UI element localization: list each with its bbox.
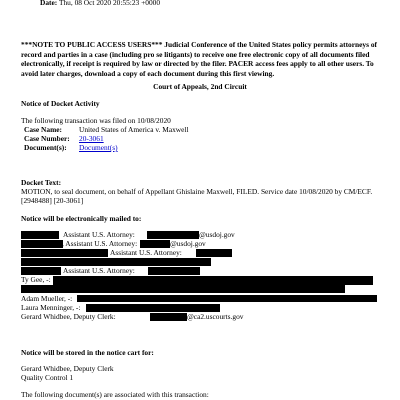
redaction-block bbox=[140, 240, 170, 248]
associated-documents-line: The following document(s) are associated with this transaction: bbox=[21, 390, 209, 399]
date-label: Date: bbox=[40, 0, 58, 7]
case-number-label: Case Number: bbox=[24, 134, 70, 143]
cart-heading: Notice will be stored in the notice cart for: bbox=[21, 348, 154, 357]
transaction-line: The following transaction was filed on 10/08/2020 bbox=[21, 116, 171, 125]
recipient-name: Gerard Whidbee, Deputy Clerk: bbox=[21, 312, 116, 321]
case-name-value: United States of America v. Maxwell bbox=[79, 125, 189, 134]
recipient-name: Laura Menninger, -: bbox=[21, 303, 81, 312]
redaction-block bbox=[53, 276, 373, 285]
documents-label: Document(s): bbox=[24, 143, 67, 152]
recipient-role: Assistant U.S. Attorney: bbox=[63, 230, 135, 239]
docket-text-body: MOTION, to seal document, on behalf of Appellant Ghislaine Maxwell, FILED. Service date 10/08/2020 by CM/ECF. [2948488] [20-3061] bbox=[21, 187, 373, 205]
redaction-block bbox=[196, 249, 232, 257]
case-info-table bbox=[24, 125, 189, 152]
redaction-block bbox=[21, 285, 345, 293]
recipient-email-domain: @usdoj.gov bbox=[170, 239, 206, 248]
case-number-link[interactable]: 20-3061 bbox=[79, 134, 104, 143]
cart-recipient-group: Quality Control 1 bbox=[21, 373, 74, 382]
documents-row bbox=[24, 143, 189, 152]
recipient-name: Ty Gee, -: bbox=[21, 275, 51, 284]
public-access-notice: ***NOTE TO PUBLIC ACCESS USERS*** Judicial Conference of the United States policy permits attorneys of record and parties in a case (including pro se litigants) to receive one free electronic copy of all documents filed electronically, if receipt is required by law or directed by the filer. PACER access fees apply to all other users. To avoid later charges, download a copy of each document during this first viewing. bbox=[21, 40, 377, 78]
redaction-block bbox=[77, 295, 377, 302]
redaction-block bbox=[147, 231, 199, 239]
notice-heading: Notice of Docket Activity bbox=[21, 99, 100, 108]
court-name: Court of Appeals, 2nd Circuit bbox=[153, 82, 247, 91]
redaction-block bbox=[21, 231, 59, 239]
redaction-block bbox=[86, 304, 220, 312]
redaction-block bbox=[21, 258, 211, 266]
date-value: Thu, 08 Oct 2020 20:55:23 +0000 bbox=[58, 0, 161, 7]
case-name-label: Case Name: bbox=[24, 125, 62, 134]
recipient-role: , Assistant U.S. Attorney: bbox=[62, 239, 138, 248]
recipient-email-domain: @ca2.uscourts.gov bbox=[187, 312, 244, 321]
redaction-block bbox=[21, 249, 108, 257]
case-name-row bbox=[24, 125, 189, 134]
recipient-role: Assistant U.S. Attorney: bbox=[110, 248, 182, 257]
case-number-row bbox=[24, 134, 189, 143]
redaction-block bbox=[21, 267, 61, 275]
recipient-email-domain: @usdoj.gov bbox=[199, 230, 235, 239]
redaction-block bbox=[150, 313, 187, 321]
recipient-name: Adam Mueller, -: bbox=[21, 294, 73, 303]
documents-link[interactable]: Document(s) bbox=[79, 143, 118, 152]
cart-recipient-name: Gerard Whidbee, Deputy Clerk bbox=[21, 364, 114, 373]
mailed-heading: Notice will be electronically mailed to: bbox=[21, 214, 142, 223]
email-date-line bbox=[40, 0, 160, 7]
recipient-role: Assistant U.S. Attorney: bbox=[63, 266, 135, 275]
redaction-block bbox=[148, 267, 200, 275]
redaction-block bbox=[21, 240, 63, 248]
docket-text-heading: Docket Text: bbox=[21, 178, 62, 187]
